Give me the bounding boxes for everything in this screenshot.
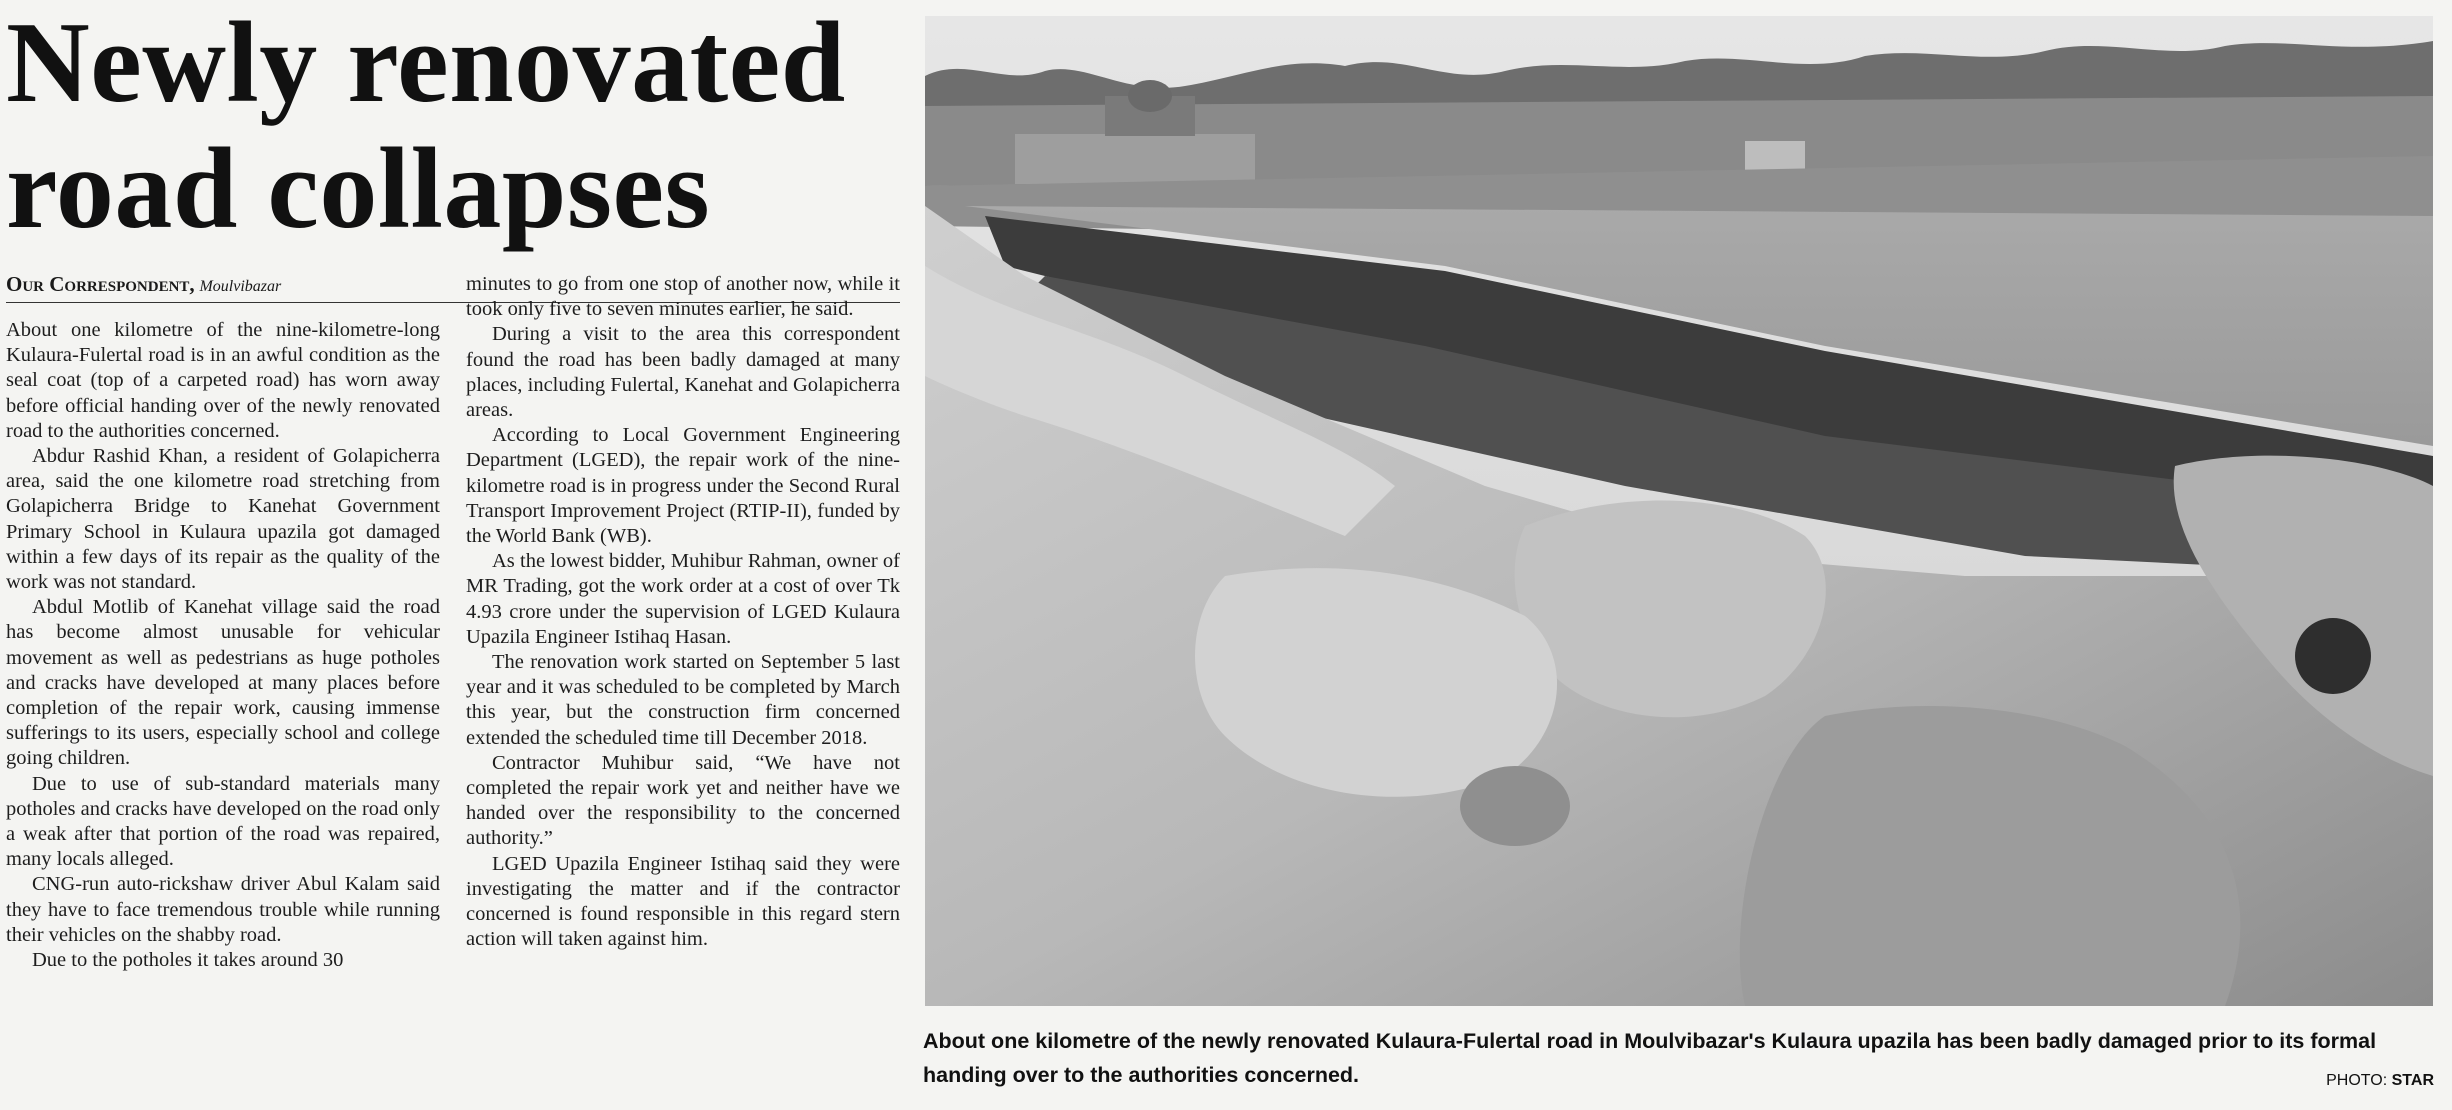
headline: [6, 0, 906, 252]
paragraph: CNG-run auto-rickshaw driver Abul Kalam said they have to face tremendous trouble while running their vehicles on the shabby road.: [6, 873, 440, 946]
byline-place: Moulvibazar: [199, 278, 282, 295]
paragraph: The renovation work started on September 5 last year and it was scheduled to be completed by March this year, but the construction firm concerned extended the scheduled time till December 2018.: [466, 651, 900, 749]
photo-credit: [2326, 1072, 2434, 1090]
paragraph: Contractor Muhibur said, “We have not completed the repair work yet and neither have we handed over the responsibility to the concerned authority.”: [466, 751, 900, 850]
paragraph: As the lowest bidder, Muhibur Rahman, owner of MR Trading, got the work order at a cost of over Tk 4.93 crore under the supervision of LGED Kulaura Upazila Engineer Istihaq Hasan.: [466, 550, 900, 648]
paragraph: minutes to go from one stop of another now, while it took only five to seven minutes earlier, he said.: [466, 273, 900, 321]
photo-credit-label: PHOTO:: [2326, 1072, 2388, 1089]
article-column-2: [466, 272, 900, 952]
paragraph: During a visit to the area this correspondent found the road has been badly damaged at many places, including Fulertal, Kanehat and Golapicherra areas.: [466, 323, 900, 422]
paragraph: Due to the potholes it takes around 30: [32, 949, 344, 972]
paragraph: Abdur Rashid Khan, a resident of Golapicherra area, said the one kilometre road stretching from Golapicherra Bridge to Kanehat Government Primary School in Kulaura upazila got damaged within a few days of its repair as the quality of the work was not standard.: [6, 445, 440, 594]
news-photo: [925, 16, 2433, 1006]
headline-line-2: road collapses: [6, 125, 711, 253]
byline-name: Our Correspondent,: [6, 272, 195, 296]
photo-caption: About one kilometre of the newly renovated Kulaura-Fulertal road in Moulvibazar's Kulaura upazila has been badly damaged prior to its formal handing over to the authorities concerned.: [923, 1029, 2377, 1087]
paragraph: Abdul Motlib of Kanehat village said the road has become almost unusable for vehicular movement as well as pedestrians as huge potholes and cracks have developed at many places before completion of the repair work, causing immense sufferings to its users, especially school and college going children.: [6, 596, 440, 770]
paragraph: LGED Upazila Engineer Istihaq said they were investigating the matter and if the contractor concerned is found responsible in this regard stern action will taken against him.: [466, 852, 900, 951]
article-column-1: [6, 318, 440, 973]
photo-credit-source: STAR: [2391, 1072, 2434, 1089]
paragraph: According to Local Government Engineering Department (LGED), the repair work of the nine-kilometre road is in progress under the Second Rural Transport Improvement Project (RTIP-II), funded by the World Bank (WB).: [466, 424, 900, 548]
photo-collapsed-road: [925, 16, 2433, 1006]
paragraph: About one kilometre of the nine-kilometre-long Kulaura-Fulertal road is in an awful condition as the seal coat (top of a carpeted road) has worn away before official handing over of the newly renovated road to the authorities concerned.: [6, 319, 440, 442]
headline-line-1: Newly renovated: [6, 0, 846, 127]
paragraph: Due to use of sub-standard materials many potholes and cracks have developed on the road only a weak after that portion of the road was repaired, many locals alleged.: [6, 772, 440, 871]
